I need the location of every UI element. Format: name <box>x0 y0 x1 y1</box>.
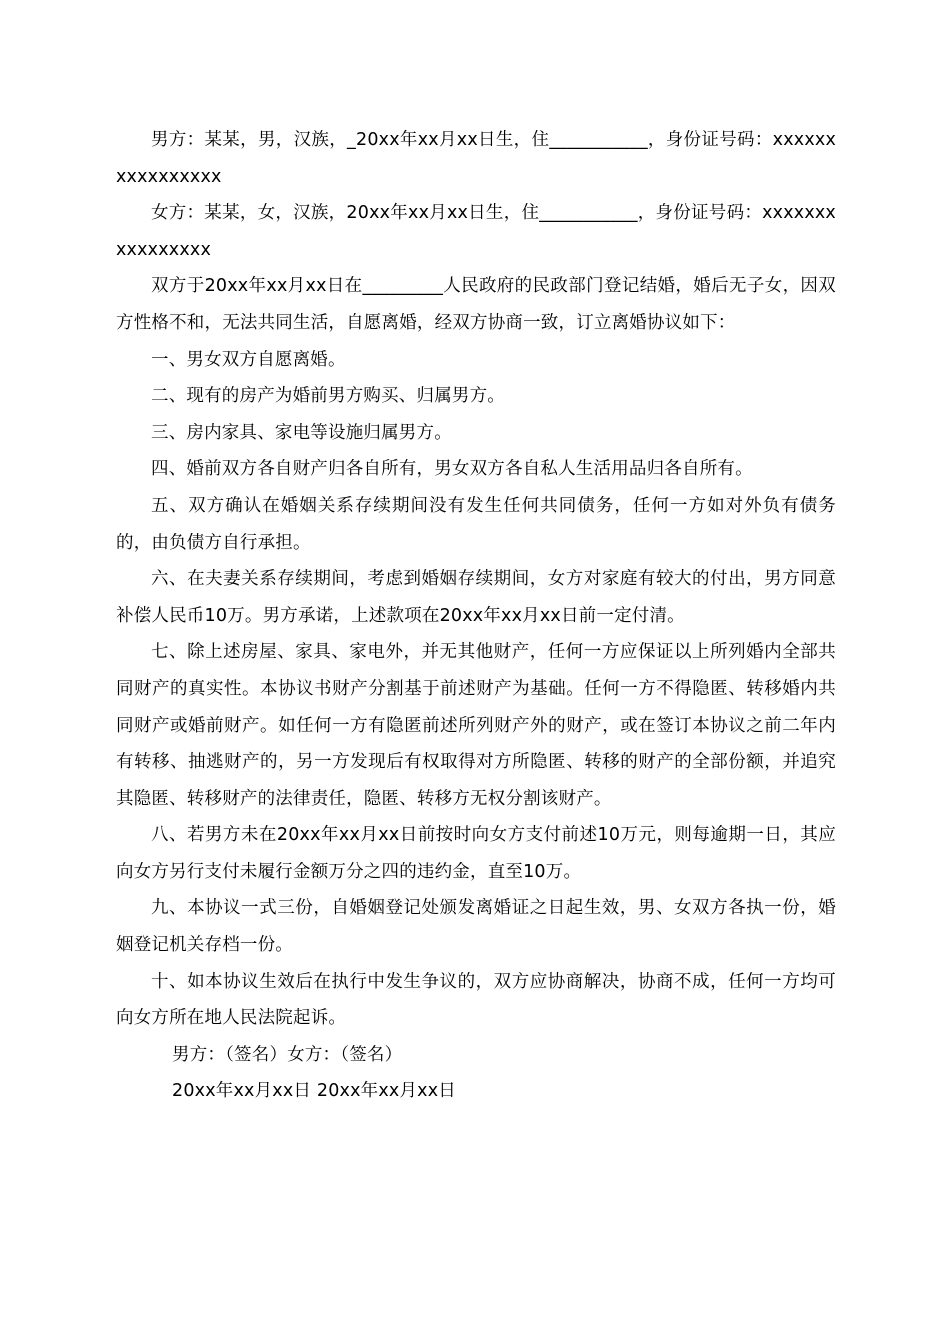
document-body <box>116 122 836 1110</box>
clause-1: 一、男女双方自愿离婚。 <box>151 349 346 370</box>
marriage-background-paragraph: 双方于20xx年xx月xx日在_________人民政府的民政部门登记结婚，婚后无子女，因双方性格不和，无法共同生活，自愿离婚，经双方协商一致，订立离婚协议如下： <box>116 276 836 333</box>
clause-2: 二、现有的房产为婚前男方购买、归属男方。 <box>151 386 505 407</box>
clause-9: 九、本协议一式三份，自婚姻登记处颁发离婚证之日起生效，男、女双方各执一份，婚姻登记机关存档一份。 <box>116 898 836 956</box>
clause-4: 四、婚前双方各自财产归各自所有，男女双方各自私人生活用品归各自所有。 <box>151 459 753 480</box>
clause-5: 五、双方确认在婚姻关系存续期间没有发生任何共同债务，任何一方如对外负有债务的，由负债方自行承担。 <box>116 495 836 553</box>
clause-7: 七、除上述房屋、家具、家电外，并无其他财产，任何一方应保证以上所列婚内全部共同财产的真实性。本协议书财产分割基于前述财产为基础。任何一方不得隐匿、转移婚内共同财产或婚前财产。如任何一方有隐匿前述所列财产外的财产，或在签订本协议之前二年内有转移、抽逃财产的，另一方发现后有权取得对方所隐匿、转移的财产的全部份额，并追究其隐匿、转移财产的法律责任，隐匿、转移方无权分割该财产。 <box>116 642 836 809</box>
clause-8: 八、若男方未在20xx年xx月xx日前按时向女方支付前述10万元，则每逾期一日，其应向女方另行支付未履行金额万分之四的违约金，直至10万。 <box>116 825 836 882</box>
party-female-info: 女方：某某，女，汉族，20xx年xx月xx日生，住___________，身份证号码：xxxxxxxxxxxxxxxx <box>116 203 836 260</box>
signature-line: 男方：（签名）女方：（签名） <box>172 1044 403 1065</box>
date-line: 20xx年xx月xx日 20xx年xx月xx日 <box>172 1081 456 1102</box>
party-male-info: 男方：某某，男，汉族，_20xx年xx月xx日生，住___________，身份证号码：xxxxxxxxxxxxxxxx <box>116 130 836 187</box>
clause-3: 三、房内家具、家电等设施归属男方。 <box>151 422 452 443</box>
clause-6: 六、在夫妻关系存续期间，考虑到婚姻存续期间，女方对家庭有较大的付出，男方同意补偿人民币10万。男方承诺，上述款项在20xx年xx月xx日前一定付清。 <box>116 569 836 626</box>
clause-10: 十、如本协议生效后在执行中发生争议的，双方应协商解决，协商不成，任何一方均可向女方所在地人民法院起诉。 <box>116 971 836 1029</box>
